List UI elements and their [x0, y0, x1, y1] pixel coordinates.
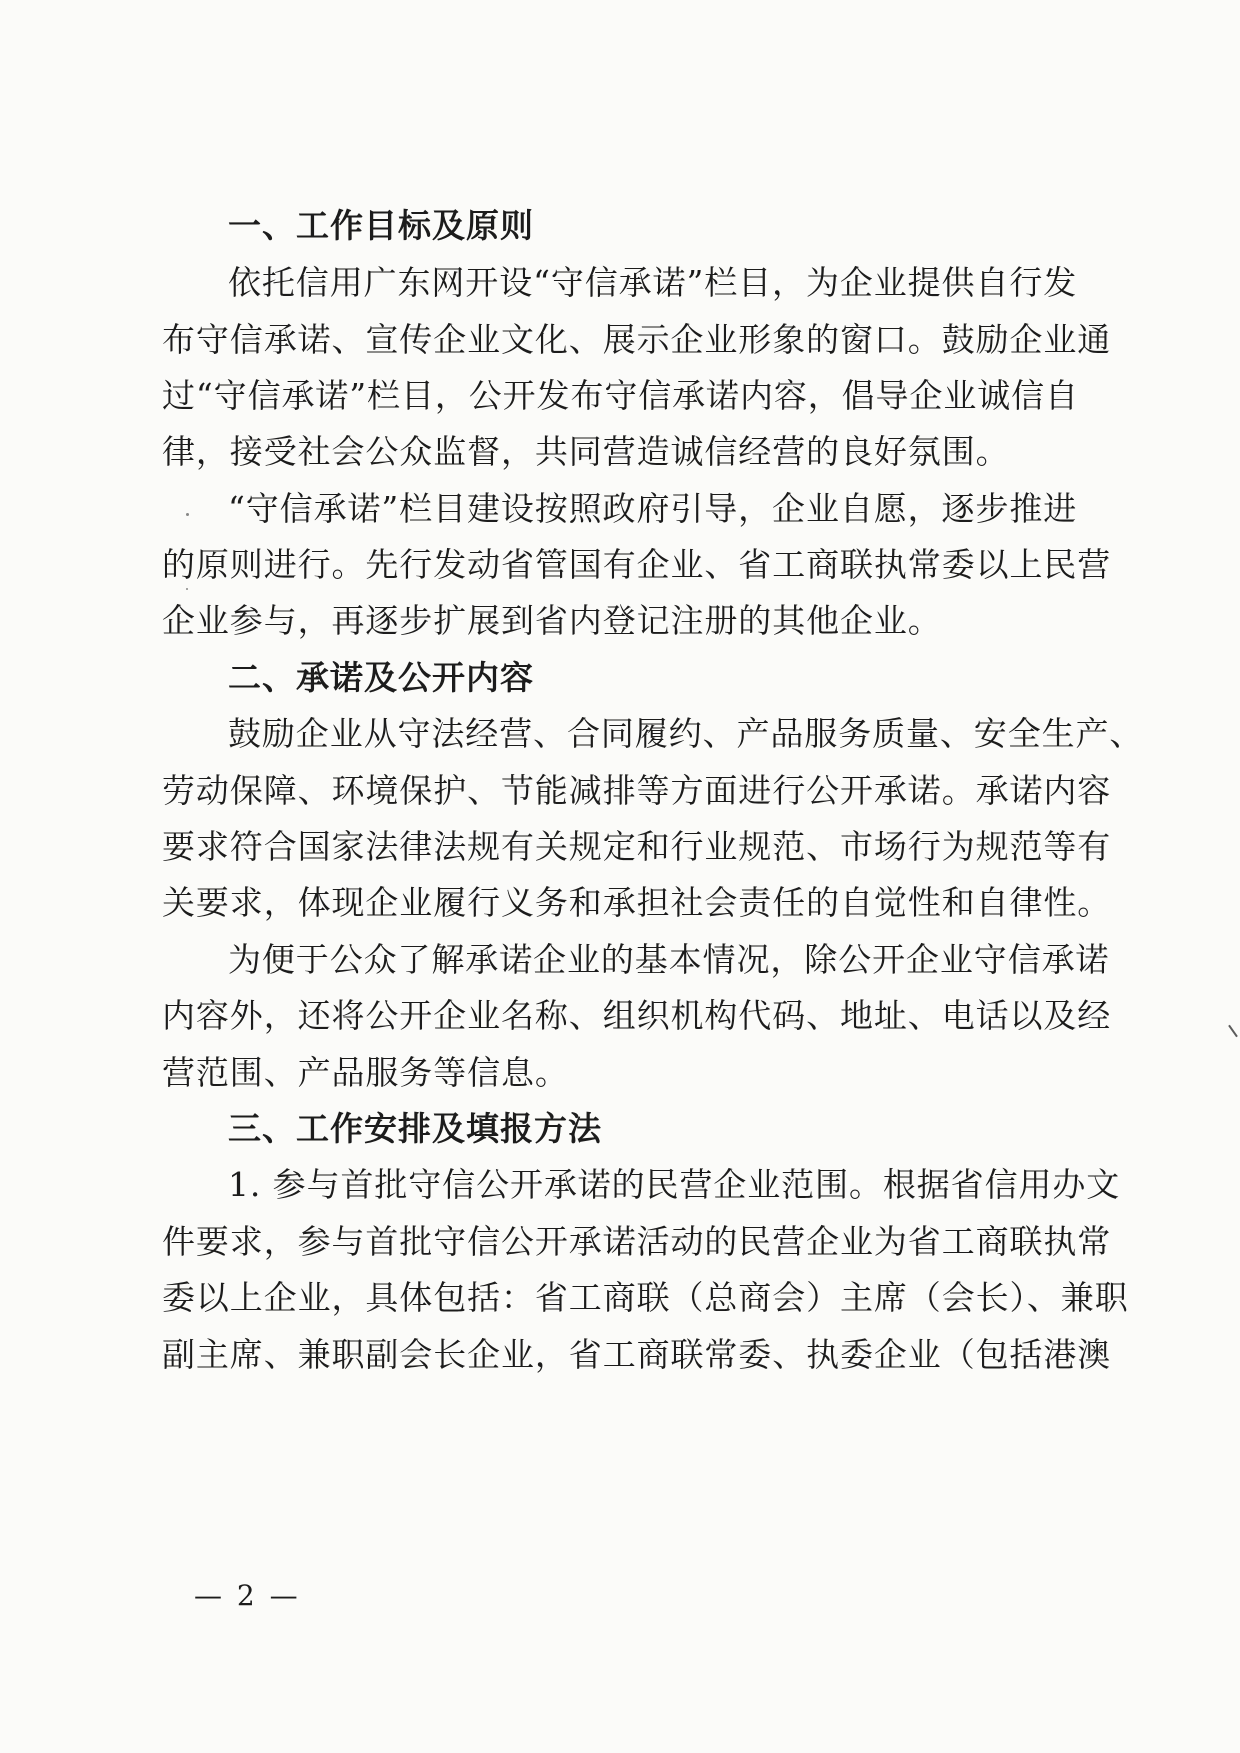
paragraph-line: 为便于公众了解承诺企业的基本情况，除公开企业守信承诺	[228, 940, 1110, 979]
paragraph-line: 委以上企业，具体包括：省工商联（总商会）主席（会长）、兼职	[162, 1278, 1129, 1317]
scan-edge-mark	[1228, 1025, 1238, 1038]
paragraph-line: 依托信用广东网开设“守信承诺”栏目，为企业提供自行发	[228, 263, 1078, 302]
paragraph-line: 营范围、产品服务等信息。	[162, 1053, 569, 1092]
paragraph-line: 件要求，参与首批守信公开承诺活动的民营企业为省工商联执常	[162, 1222, 1112, 1261]
paragraph-line: 劳动保障、环境保护、节能减排等方面进行公开承诺。承诺内容	[162, 771, 1112, 810]
section-heading-2: 二、承诺及公开内容	[228, 658, 534, 697]
paragraph-line: 布守信承诺、宣传企业文化、展示企业形象的窗口。鼓励企业通	[162, 320, 1112, 359]
paragraph-line: 律，接受社会公众监督，共同营造诚信经营的良好氛围。	[162, 432, 1010, 471]
scan-speck	[186, 588, 188, 590]
paragraph-line: 副主席、兼职副会长企业，省工商联常委、执委企业（包括港澳	[162, 1335, 1112, 1374]
section-heading-1: 一、工作目标及原则	[228, 206, 534, 245]
paragraph-line: 的原则进行。先行发动省管国有企业、省工商联执常委以上民营	[162, 545, 1112, 584]
page-number: — 2 —	[194, 1579, 301, 1612]
paragraph-line: 企业参与，再逐步扩展到省内登记注册的其他企业。	[162, 601, 942, 640]
paragraph-line: 鼓励企业从守法经营、合同履约、产品服务质量、安全生产、	[228, 714, 1144, 753]
paragraph-line: 要求符合国家法律法规有关规定和行业规范、市场行为规范等有	[162, 827, 1112, 866]
scan-speck	[186, 513, 189, 516]
paragraph-line: 内容外，还将公开企业名称、组织机构代码、地址、电话以及经	[162, 996, 1112, 1035]
section-heading-3: 三、工作安排及填报方法	[228, 1109, 602, 1148]
paragraph-line: “守信承诺”栏目建设按照政府引导，企业自愿，逐步推进	[228, 489, 1078, 528]
paragraph-line: 过“守信承诺”栏目，公开发布守信承诺内容，倡导企业诚信自	[162, 376, 1079, 415]
paragraph-line: 1. 参与首批守信公开承诺的民营企业范围。根据省信用办文	[228, 1165, 1121, 1204]
paragraph-line: 关要求，体现企业履行义务和承担社会责任的自觉性和自律性。	[162, 883, 1112, 922]
